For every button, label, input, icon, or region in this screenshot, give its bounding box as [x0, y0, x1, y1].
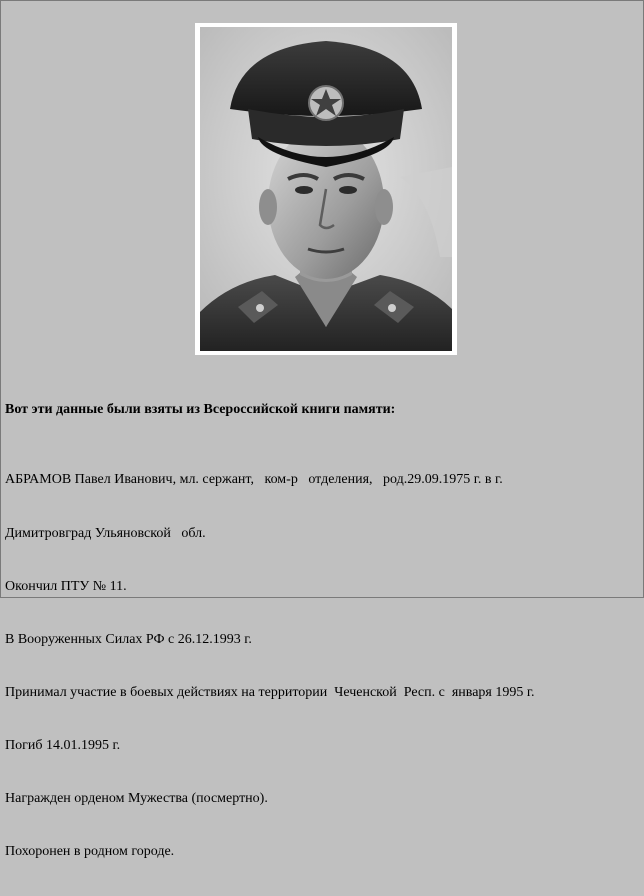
biography-line: Димитровград Ульяновской обл.	[5, 525, 206, 541]
soldier-portrait-image	[200, 27, 452, 351]
portrait-photo-frame	[195, 23, 457, 355]
biography-line: Принимал участие в боевых действиях на территории Чеченской Респ. с января 1995 г.	[5, 684, 535, 700]
biography-line: В Вооруженных Силах РФ с 26.12.1993 г.	[5, 631, 252, 647]
source-heading: Вот эти данные были взяты из Всероссийской книги памяти:	[5, 402, 396, 417]
biography-line: АБРАМОВ Павел Иванович, мл. сержант, ком-р отделения, род.29.09.1975 г. в г.	[5, 472, 503, 488]
biography-line: Окончил ПТУ № 11.	[5, 578, 127, 594]
biography-text	[5, 436, 535, 896]
biography-line: Награжден орденом Мужества (посмертно).	[5, 790, 268, 806]
biography-line: Погиб 14.01.1995 г.	[5, 737, 121, 753]
biography-line: Похоронен в родном городе.	[5, 844, 175, 860]
